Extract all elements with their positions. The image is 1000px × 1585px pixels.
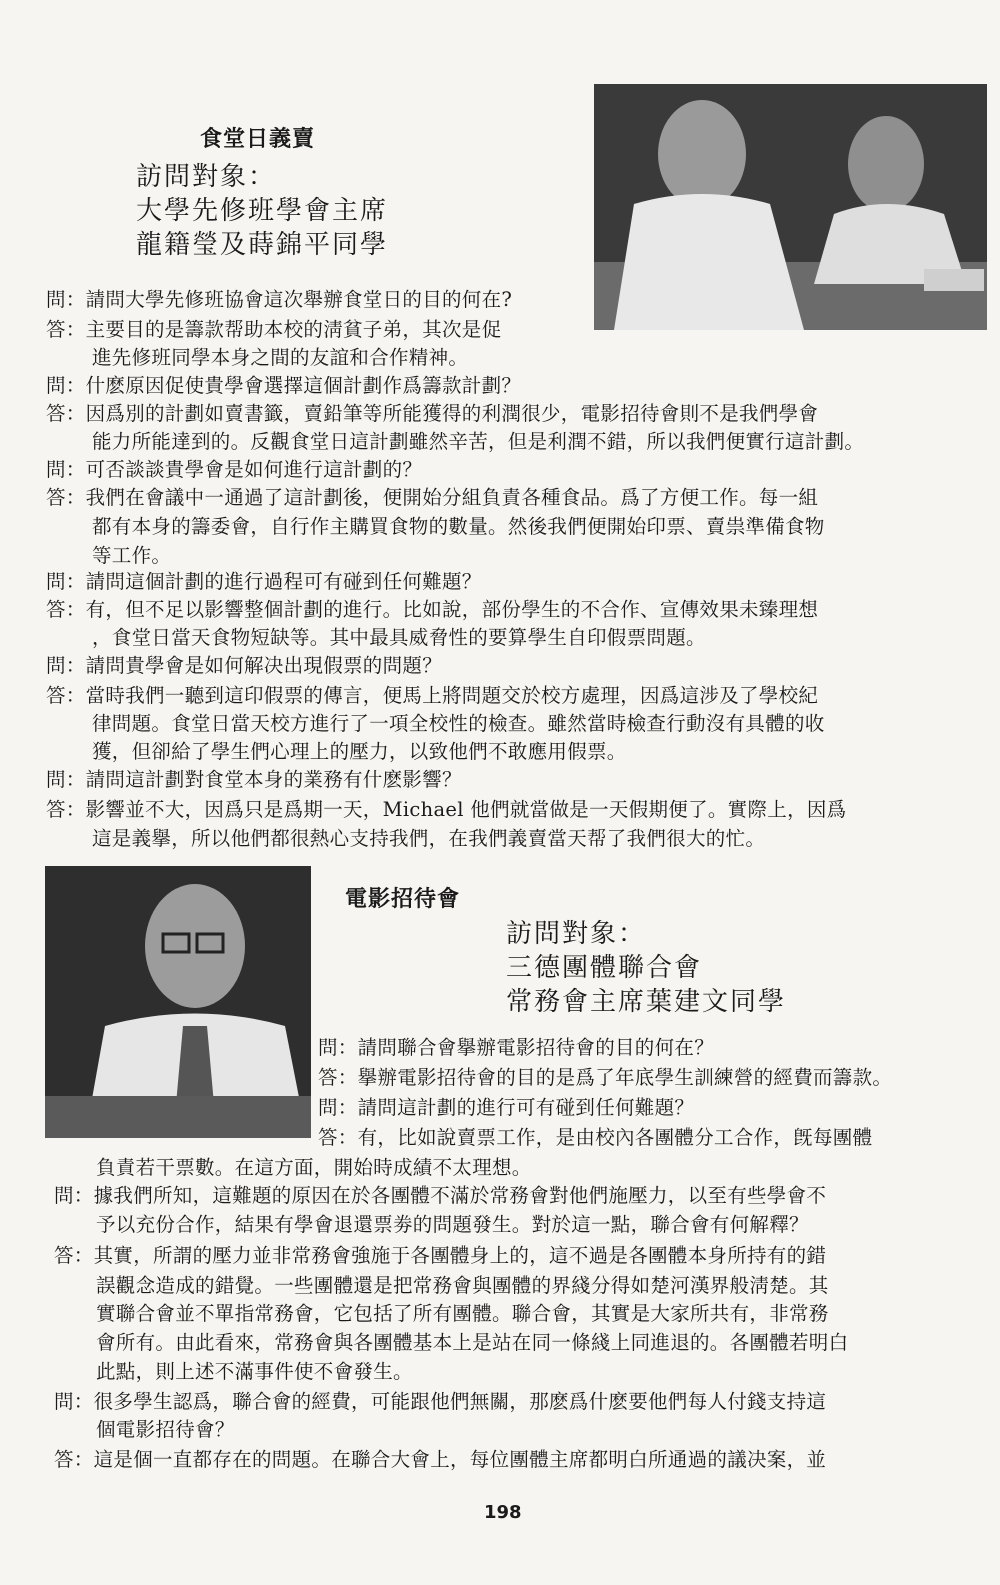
photo-icon [594, 84, 987, 330]
qa-line: ，食堂日當天食物短缺等。其中最具威脅性的要算學生自印假票問題。 [92, 626, 706, 649]
qa-line: 予以充份合作，結果有學會退還票劵的問題發生。對於這一點，聯合會有何解釋？ [96, 1213, 809, 1236]
qa-line: 答：其實，所謂的壓力並非常務會強施于各團體身上的，這不過是各團體本身所持有的錯 [54, 1244, 827, 1267]
qa-line: 誤觀念造成的錯覺。一些團體還是把常務會與團體的界綫分得如楚河漢界般淸楚。其 [96, 1274, 829, 1297]
qa-line: 答：這是個一直都存在的問題。在聯合大會上，每位團體主席都明白所通過的議决案，並 [54, 1448, 827, 1471]
qa-line: 這是義擧，所以他們都很熱心支持我們，在我們義賣當天帮了我們很大的忙。 [92, 827, 766, 850]
qa-line: 問：請問這計劃的進行可有碰到任何難題？ [318, 1096, 695, 1119]
qa-line: 問：請問這計劃對食堂本身的業務有什麽影響？ [46, 768, 462, 791]
qa-line: 實聯合會並不單指常務會，它包括了所有團體。聯合會，其實是大家所共有，非常務 [96, 1302, 829, 1325]
qa-line: 答：有，但不足以影響整個計劃的進行。比如說，部份學生的不合作、宣傳效果未臻理想 [46, 598, 819, 621]
qa-line: 個電影招待會？ [96, 1418, 235, 1441]
qa-line: 問：什麽原因促使貴學會選擇這個計劃作爲籌款計劃？ [46, 374, 522, 397]
qa-line: 獲，但卻給了學生們心理上的壓力，以致他們不敢應用假票。 [92, 740, 627, 763]
photo-two-students [594, 84, 987, 330]
qa-line: 能力所能達到的。反觀食堂日這計劃雖然辛苦，但是利潤不錯，所以我們便實行這計劃。 [92, 430, 865, 453]
section2-interviewee-label: 訪問對象： [506, 919, 647, 949]
qa-line: 答：有，比如說賣票工作，是由校內各團體分工合作，旣每團體 [318, 1126, 873, 1149]
section1-interviewee-label: 訪問對象： [136, 162, 277, 192]
qa-line: 問：可否談談貴學會是如何進行這計劃的？ [46, 458, 423, 481]
qa-line: 此點，則上述不滿事件使不會發生。 [96, 1360, 413, 1383]
photo-icon [45, 866, 311, 1138]
qa-line: 答：我們在會議中一通過了這計劃後，便開始分組負責各種食品。爲了方便工作。每一組 [46, 486, 819, 509]
photo-student-with-glasses [45, 866, 311, 1138]
qa-line: 問：請問聯合會擧辦電影招待會的目的何在？ [318, 1036, 715, 1059]
qa-line: 問：據我們所知，這難題的原因在於各團體不滿於常務會對他們施壓力，以至有些學會不 [54, 1184, 827, 1207]
section2-interviewee-line-2: 常務會主席葉建文同學 [506, 987, 787, 1017]
qa-line: 都有本身的籌委會，自行作主購買食物的數量。然後我們便開始印票、賣祟準備食物 [92, 515, 825, 538]
qa-line: 進先修班同學本身之間的友誼和合作精神。 [92, 346, 469, 369]
section1-title: 食堂日義賣 [200, 127, 316, 152]
section2-interviewee-line-1: 三德團體聯合會 [506, 953, 703, 983]
qa-line: 答：當時我們一聽到這印假票的傳言，便馬上將問題交於校方處理，因爲這涉及了學校紀 [46, 684, 819, 707]
qa-line: 答：主要目的是籌款帮助本校的淸貧子弟，其次是促 [46, 318, 502, 341]
section1-interviewee-line-1: 大學先修班學會主席 [136, 196, 389, 226]
qa-line: 問：請問這個計劃的進行過程可有碰到任何難題？ [46, 570, 482, 593]
page-number: 198 [484, 1502, 522, 1523]
section1-interviewee-line-2: 龍籍瑩及蒔錦平同學 [136, 230, 389, 260]
qa-line: 問：很多學生認爲，聯合會的經費，可能跟他們無關，那麽爲什麽要他們每人付錢支持這 [54, 1390, 827, 1413]
qa-line: 問：請問貴學會是如何解决出現假票的問題？ [46, 654, 443, 677]
qa-line: 律問題。食堂日當天校方進行了一項全校性的檢查。雖然當時檢查行動沒有具體的收 [92, 712, 825, 735]
qa-line: 答：擧辦電影招待會的目的是爲了年底學生訓練營的經費而籌款。 [318, 1066, 893, 1089]
qa-line: 負責若干票數。在這方面，開始時成績不太理想。 [96, 1156, 532, 1179]
qa-line: 會所有。由此看來，常務會與各團體基本上是站在同一條綫上同進退的。各團體若明白 [96, 1331, 849, 1354]
qa-line: 問：請問大學先修班協會這次舉辦食堂日的目的何在? [46, 288, 513, 311]
qa-line: 答：因爲別的計劃如賣書籤，賣鉛筆等所能獲得的利潤很少，電影招待會則不是我們學會 [46, 402, 819, 425]
qa-line: 答：影響並不大，因爲只是爲期一天，Michael 他們就當做是一天假期便了。實際上，因爲 [46, 798, 847, 821]
section2-title: 電影招待會 [345, 887, 461, 912]
qa-line: 等工作。 [92, 544, 172, 567]
